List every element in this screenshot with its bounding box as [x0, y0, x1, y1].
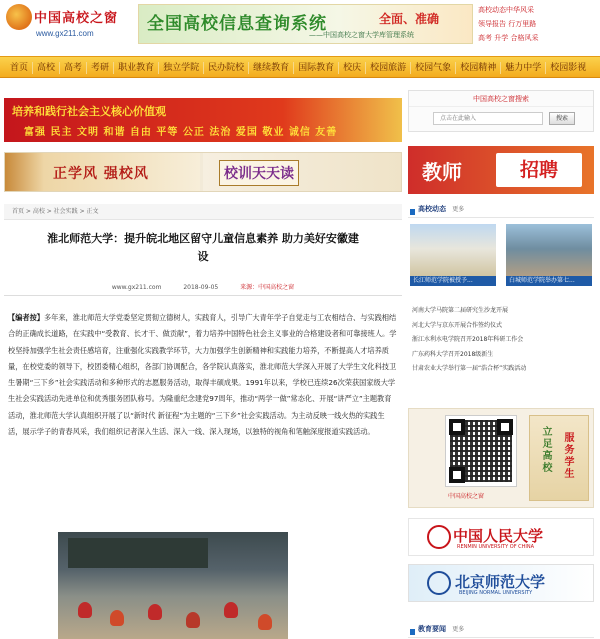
logo-url: www.gx211.com — [36, 29, 94, 38]
thumbnail-caption: 白城师范学院举办第七... — [506, 276, 592, 286]
top-link[interactable]: 高考 升学 合格风采 — [478, 34, 539, 42]
nav-item-campus-video[interactable]: 校园影视 — [550, 63, 587, 73]
site-header — [0, 0, 600, 54]
university-seal-icon — [427, 571, 451, 595]
nav-item-campus-travel[interactable]: 校园旅游 — [366, 62, 411, 74]
university-name: 中国人民大学 — [453, 527, 544, 545]
top-links — [478, 3, 598, 45]
university-name-en: BEIJING NORMAL UNIVERSITY — [459, 590, 533, 596]
recruit-badge: 招聘 — [496, 153, 582, 187]
child-figure — [148, 604, 162, 620]
qr-caption: 中国高校之窗 — [447, 493, 484, 500]
recruit-label: 教师 — [422, 160, 462, 184]
banner-title: 全国高校信息查询系统 — [147, 14, 327, 34]
slogan-b: 服务学生 — [562, 432, 573, 480]
meta-date: 2018-09-05 — [183, 284, 219, 291]
list-item[interactable]: 广东药科大学召开2018级新生 — [412, 350, 494, 358]
main-nav — [0, 56, 600, 78]
teacher-recruit-banner[interactable] — [408, 146, 594, 194]
motto-daily-title: 校训天天读 — [219, 160, 299, 186]
qr-code[interactable] — [445, 415, 517, 487]
search-button[interactable]: 搜索 — [549, 112, 575, 125]
meta-source: 来源：中国高校之窗 — [240, 284, 295, 291]
meta-url: www.gx211.com — [111, 284, 162, 291]
site-logo[interactable] — [6, 4, 128, 44]
logo-emblem-icon — [6, 4, 32, 30]
search-heading: 中国高校之窗搜索 — [409, 91, 593, 107]
nav-item-gaokao[interactable]: 高考 — [60, 62, 87, 74]
nav-item-home[interactable]: 首页 — [6, 62, 33, 74]
qr-finder — [449, 467, 465, 483]
core-values-list: 富强 民主 文明 和谐 自由 平等 公正 法治 爱国 敬业 诚信 友善 — [24, 127, 338, 138]
blackboard — [68, 538, 208, 568]
university-seal-icon — [427, 525, 451, 549]
news-list — [412, 304, 594, 377]
classroom-photo — [58, 532, 288, 639]
university-name: 北京师范大学 — [455, 573, 546, 591]
university-name-en: RENMIN UNIVERSITY OF CHINA — [457, 544, 535, 550]
banner-slogan: 全面、准确 — [379, 12, 440, 26]
nav-item-kaoyan[interactable]: 考研 — [87, 62, 114, 74]
edu-news-more-link[interactable]: 更多 — [452, 626, 465, 633]
qr-finder — [449, 419, 465, 435]
nav-item-independent[interactable]: 独立学院 — [159, 62, 204, 74]
child-figure — [78, 602, 92, 618]
nav-item-international[interactable]: 国际教育 — [294, 62, 339, 74]
list-item[interactable]: 甘肃农业大学举行第一届“浩合杯”实践活动 — [412, 365, 527, 372]
study-style-left — [5, 153, 200, 191]
service-slogan-card — [529, 415, 589, 501]
list-item[interactable]: 浙江水利水电学院召开2018年科研工作会 — [412, 336, 524, 343]
child-figure — [186, 612, 200, 628]
breadcrumb[interactable]: 首页 > 高校 > 社会实践 > 正文 — [4, 204, 402, 220]
query-system-banner[interactable] — [138, 4, 473, 44]
news-thumbnail[interactable] — [410, 224, 496, 286]
slogan-a: 立足高校 — [540, 426, 551, 474]
nav-item-private[interactable]: 民办院校 — [204, 62, 249, 74]
search-input[interactable] — [433, 112, 543, 125]
bnu-banner[interactable] — [408, 564, 594, 602]
nav-item-campus-vibe[interactable]: 校园气象 — [411, 62, 456, 74]
top-link[interactable]: 领导报告 行万里路 — [478, 20, 537, 28]
article-paragraph: 多年来，淮北师范大学党委坚定贯彻立德树人，实践育人，引导广大青年学子自觉走与工农相结合、与实践相结合的正确成长道路，在实践中“受教育、长才干、做贡献”，着力培养中国特色社会主义事业的合格建设者和可靠接班人。学校坚持加强学生社会责任感培育，注重强化实践教学环节，大力加强学生创新精神和实践能力培养，不断提高人才培养质量，在校党委的领导下，校团委精心组织，各部门协调配合，各学院认真落实，淮北师范大学深入开展了大学生文化科技卫生暑期“三下乡”社会实践活动和多种形式的志愿服务活动，取得丰硕成果。1991年以来，学校已连续26次荣获国家级大学生社会实践活动先进单位和优秀服务团队称号。为隆重纪念建党97周年，推动“两学一做”常态化、开展“讲严立”主题教育活动，淮北师范大学认真组织开展了以“新时代 新征程”为主题的“三下乡”社会实践活动。为主动反映一线火热的实践生活，展示学子的青春风采，我们组织记者深入生活、深入一线、深入现场，以独特的视角和笔触深度报道实践活动。 — [8, 313, 397, 437]
article-title: 淮北师范大学：提升皖北地区留守儿童信息素养 助力美好安徽建设 — [47, 232, 359, 263]
dynamics-title: 高校动态 — [408, 205, 446, 213]
list-item[interactable]: 河北大学与京东开展合作签约仪式 — [412, 321, 503, 329]
qr-finder — [497, 419, 513, 435]
editor-note-label: 【编者按】 — [8, 313, 44, 322]
list-item[interactable]: 河南大学马院第二届研究生沙龙开展 — [412, 307, 509, 314]
nav-item-continuing[interactable]: 继续教育 — [249, 62, 294, 74]
site-search — [408, 90, 594, 132]
edu-news-header — [408, 622, 594, 638]
core-values-title: 培养和践行社会主义核心价值观 — [12, 105, 166, 118]
study-style-slogan: 正学风 强校风 — [53, 166, 149, 182]
child-figure — [224, 602, 238, 618]
child-figure — [110, 610, 124, 626]
nav-item-universities[interactable]: 高校 — [33, 62, 60, 74]
renmin-university-banner[interactable] — [408, 518, 594, 556]
qr-code-panel — [408, 408, 594, 508]
motto-daily-panel — [203, 153, 401, 191]
logo-title: 中国高校之窗 — [34, 11, 119, 26]
article-meta — [4, 282, 402, 296]
dynamics-more-link[interactable]: 更多 — [452, 206, 465, 213]
child-figure — [258, 614, 272, 630]
core-values-banner[interactable] — [4, 98, 402, 142]
top-link[interactable]: 高校动态中华风采 — [478, 6, 534, 14]
nav-item-vocational[interactable]: 职业教育 — [114, 62, 159, 74]
news-thumbnail[interactable] — [506, 224, 592, 286]
nav-item-middle-school[interactable]: 魅力中学 — [501, 62, 546, 74]
study-style-banner[interactable] — [4, 152, 402, 192]
thumbnail-caption: 长江师范学院被授予... — [410, 276, 496, 286]
article-body — [8, 310, 398, 440]
banner-subtitle: ——中国高校之窗大学库管理系统 — [309, 31, 414, 39]
nav-item-anniversary[interactable]: 校庆 — [339, 62, 366, 74]
nav-item-campus-spirit[interactable]: 校园精神 — [456, 62, 501, 74]
edu-news-title: 教育要闻 — [408, 625, 446, 633]
dynamics-header — [408, 202, 594, 218]
